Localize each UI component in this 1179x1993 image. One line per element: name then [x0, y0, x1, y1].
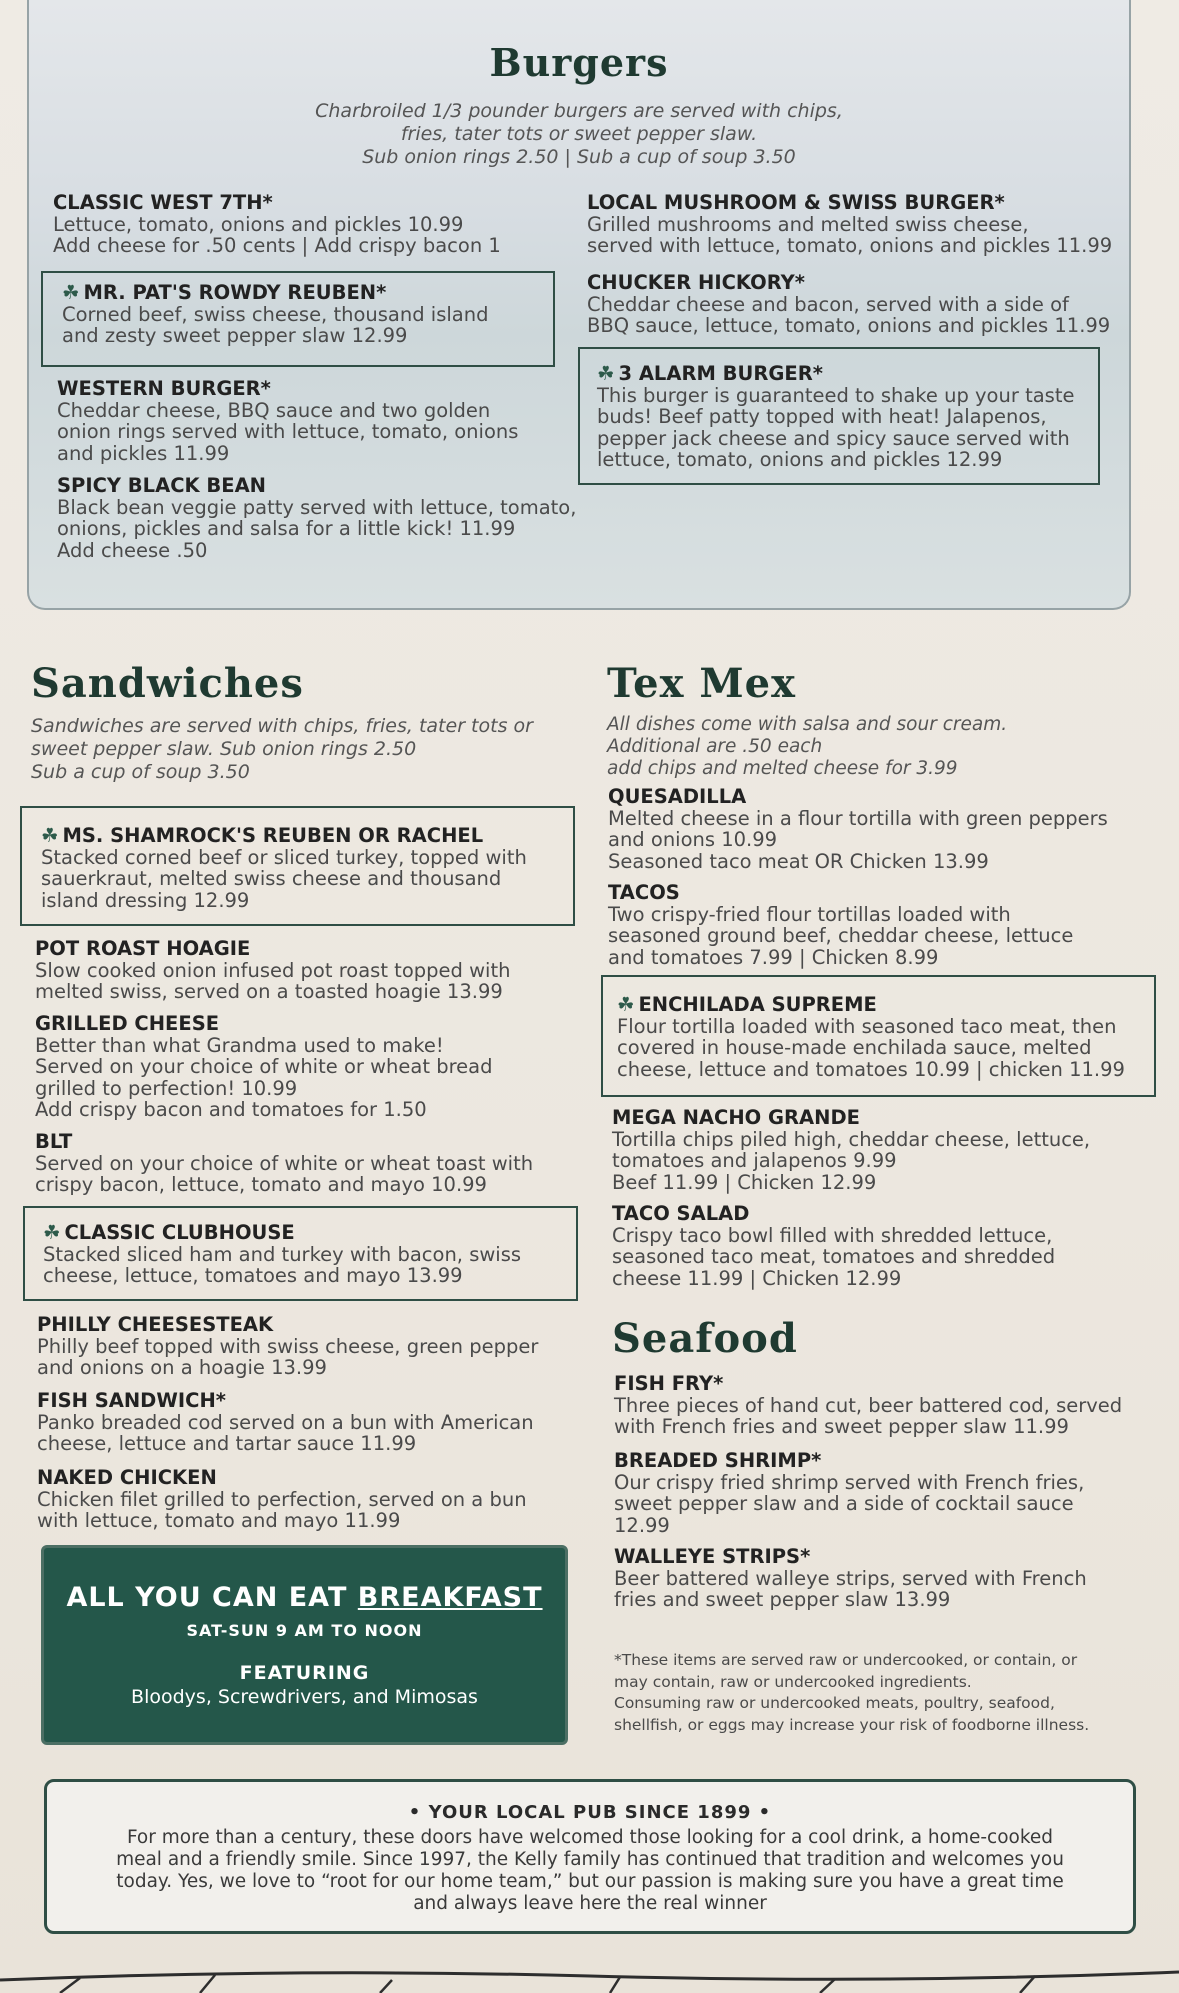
- menu-item-ms-shamrocks-reuben: ☘ MS. SHAMROCK'S REUBEN OR RACHEL Stacked corned beef or sliced turkey, topped with sauerkraut, melted swiss cheese and thousand island dressing 12.99: [41, 824, 527, 912]
- menu-item-chucker-hickory: CHUCKER HICKORY* Cheddar cheese and bacon, served with a side of BBQ sauce, lettuce, tomato, onions and pickles 11.99: [587, 271, 1111, 337]
- menu-item-mega-nacho-grande: MEGA NACHO GRANDE Tortilla chips piled high, cheddar cheese, lettuce, tomatoes and jalapenos 9.99 Beef 11.99 | Chicken 12.99: [612, 1106, 1091, 1194]
- menu-item-walleye-strips: WALLEYE STRIPS* Beer battered walleye strips, served with French fries and sweet pepper slaw 13.99: [614, 1545, 1087, 1611]
- pub-title: • YOUR LOCAL PUB SINCE 1899 •: [408, 1802, 772, 1823]
- shamrock-icon: ☘: [41, 824, 59, 847]
- menu-item-pot-roast-hoagie: POT ROAST HOAGIE Slow cooked onion infused pot roast topped with melted swiss, served on a toasted hoagie 13.99: [35, 937, 511, 1003]
- menu-item-breaded-shrimp: BREADED SHRIMP* Our crispy fried shrimp served with French fries, sweet pepper slaw and a side of cocktail sauce 12.99: [614, 1449, 1085, 1537]
- burgers-title: Burgers: [489, 40, 669, 85]
- menu-item-taco-salad: TACO SALAD Crispy taco bowl filled with shredded lettuce, seasoned taco meat, tomatoes and shredded cheese 11.99 | Chicken 12.99: [612, 1202, 1056, 1290]
- menu-item-classic-west-7th: CLASSIC WEST 7TH* Lettuce, tomato, onions and pickles 10.99 Add cheese for .50 cents | Add crispy bacon 1: [53, 191, 501, 257]
- shamrock-icon: ☘: [617, 993, 635, 1016]
- menu-item-spicy-black-bean: SPICY BLACK BEAN Black bean veggie patty served with lettuce, tomato, onions, pickles and salsa for a little kick! 11.99 Add cheese .50: [57, 474, 577, 562]
- raw-food-disclaimer: *These items are served raw or undercooked, or contain, or may contain, raw or undercooked ingredients. Consuming raw or undercooked meats, poultry, seafood, shellfish, or eggs may increase your risk of foodborne illness.: [614, 1651, 1090, 1734]
- menu-item-western-burger: WESTERN BURGER* Cheddar cheese, BBQ sauce and two golden onion rings served with lettuce, tomato, onions and pickles 11.99: [57, 377, 519, 465]
- menu-item-tacos: TACOS Two crispy-fried flour tortillas loaded with seasoned ground beef, cheddar cheese, lettuce and tomatoes 7.99 | Chicken 8.99: [608, 881, 1074, 969]
- menu-item-grilled-cheese: GRILLED CHEESE Better than what Grandma used to make! Served on your choice of white or wheat bread grilled to perfection! 10.99 Add crispy bacon and tomatoes for 1.50: [35, 1012, 493, 1121]
- breakfast-schedule: SAT-SUN 9 AM TO NOON: [186, 1621, 423, 1640]
- menu-item-naked-chicken: NAKED CHICKEN Chicken filet grilled to perfection, served on a bun with lettuce, tomato and mayo 11.99: [37, 1466, 527, 1532]
- menu-item-fish-sandwich: FISH SANDWICH* Panko breaded cod served on a bun with American cheese, lettuce and tartar sauce 11.99: [37, 1389, 534, 1455]
- menu-item-fish-fry: FISH FRY* Three pieces of hand cut, beer battered cod, served with French fries and sweet pepper slaw 11.99: [614, 1372, 1123, 1438]
- burgers-intro: Charbroiled 1/3 pounder burgers are served with chips, fries, tater tots or sweet pepper slaw. Sub onion rings 2.50 | Sub a cup of soup 3.50: [315, 100, 843, 168]
- pub-description: For more than a century, these doors have welcomed those looking for a cool drink, a home-cooked meal and a friendly smile. Since 1997, the Kelly family has continued that tradition and welcomes you today. Yes, we love to “root for our home team,” but our passion is making sure you have a great time and always leave here the real winner: [116, 1827, 1064, 1914]
- menu-item-3-alarm-burger: ☘ 3 ALARM BURGER* This burger is guaranteed to shake up your taste buds! Beef patty topped with heat! Jalapenos, pepper jack cheese and spicy sauce served with lettuce, tomato, onions and pickles 12.99: [597, 362, 1075, 471]
- menu-item-enchilada-supreme: ☘ ENCHILADA SUPREME Flour tortilla loaded with seasoned taco meat, then covered in house-made enchilada sauce, melted cheese, lettuce and tomatoes 10.99 | chicken 11.99: [617, 993, 1125, 1081]
- menu-item-philly-cheesesteak: PHILLY CHEESESTEAK Philly beef topped with swiss cheese, green pepper and onions on a hoagie 13.99: [37, 1313, 539, 1379]
- shamrock-icon: ☘: [597, 362, 615, 385]
- texmex-intro: All dishes come with salsa and sour cream. Additional are .50 each add chips and melted cheese for 3.99: [607, 714, 1008, 779]
- pub-history-box: [44, 1779, 1136, 1934]
- menu-item-blt: BLT Served on your choice of white or wheat toast with crispy bacon, lettuce, tomato and mayo 10.99: [35, 1130, 534, 1196]
- decorative-border: [0, 1950, 1179, 1993]
- breakfast-banner: ALL YOU CAN EAT BREAKFAST SAT-SUN 9 AM TO NOON FEATURING Bloodys, Screwdrivers, and Mimosas: [41, 1545, 568, 1745]
- menu-item-local-mushroom-swiss: LOCAL MUSHROOM & SWISS BURGER* Grilled mushrooms and melted swiss cheese, served with lettuce, tomato, onions and pickles 11.99: [587, 191, 1113, 257]
- breakfast-featuring: FEATURING: [239, 1662, 370, 1684]
- shamrock-icon: ☘: [43, 1221, 61, 1244]
- menu-item-mr-pats-rowdy-reuben: ☘ MR. PAT'S ROWDY REUBEN* Corned beef, swiss cheese, thousand island and zesty sweet pepper slaw 12.99: [62, 281, 489, 347]
- shamrock-icon: ☘: [62, 281, 80, 304]
- texmex-title: Tex Mex: [607, 660, 796, 707]
- seafood-title: Seafood: [612, 1315, 798, 1362]
- menu-item-quesadilla: QUESADILLA Melted cheese in a flour tortilla with green peppers and onions 10.99 Seasoned taco meat OR Chicken 13.99: [608, 785, 1108, 873]
- sandwiches-intro: Sandwiches are served with chips, fries, tater tots or sweet pepper slaw. Sub onion rings 2.50 Sub a cup of soup 3.50: [31, 715, 533, 783]
- sandwiches-title: Sandwiches: [31, 660, 304, 707]
- menu-item-classic-clubhouse: ☘ CLASSIC CLUBHOUSE Stacked sliced ham and turkey with bacon, swiss cheese, lettuce, tomatoes and mayo 13.99: [43, 1221, 522, 1287]
- breakfast-drinks: Bloodys, Screwdrivers, and Mimosas: [131, 1686, 478, 1708]
